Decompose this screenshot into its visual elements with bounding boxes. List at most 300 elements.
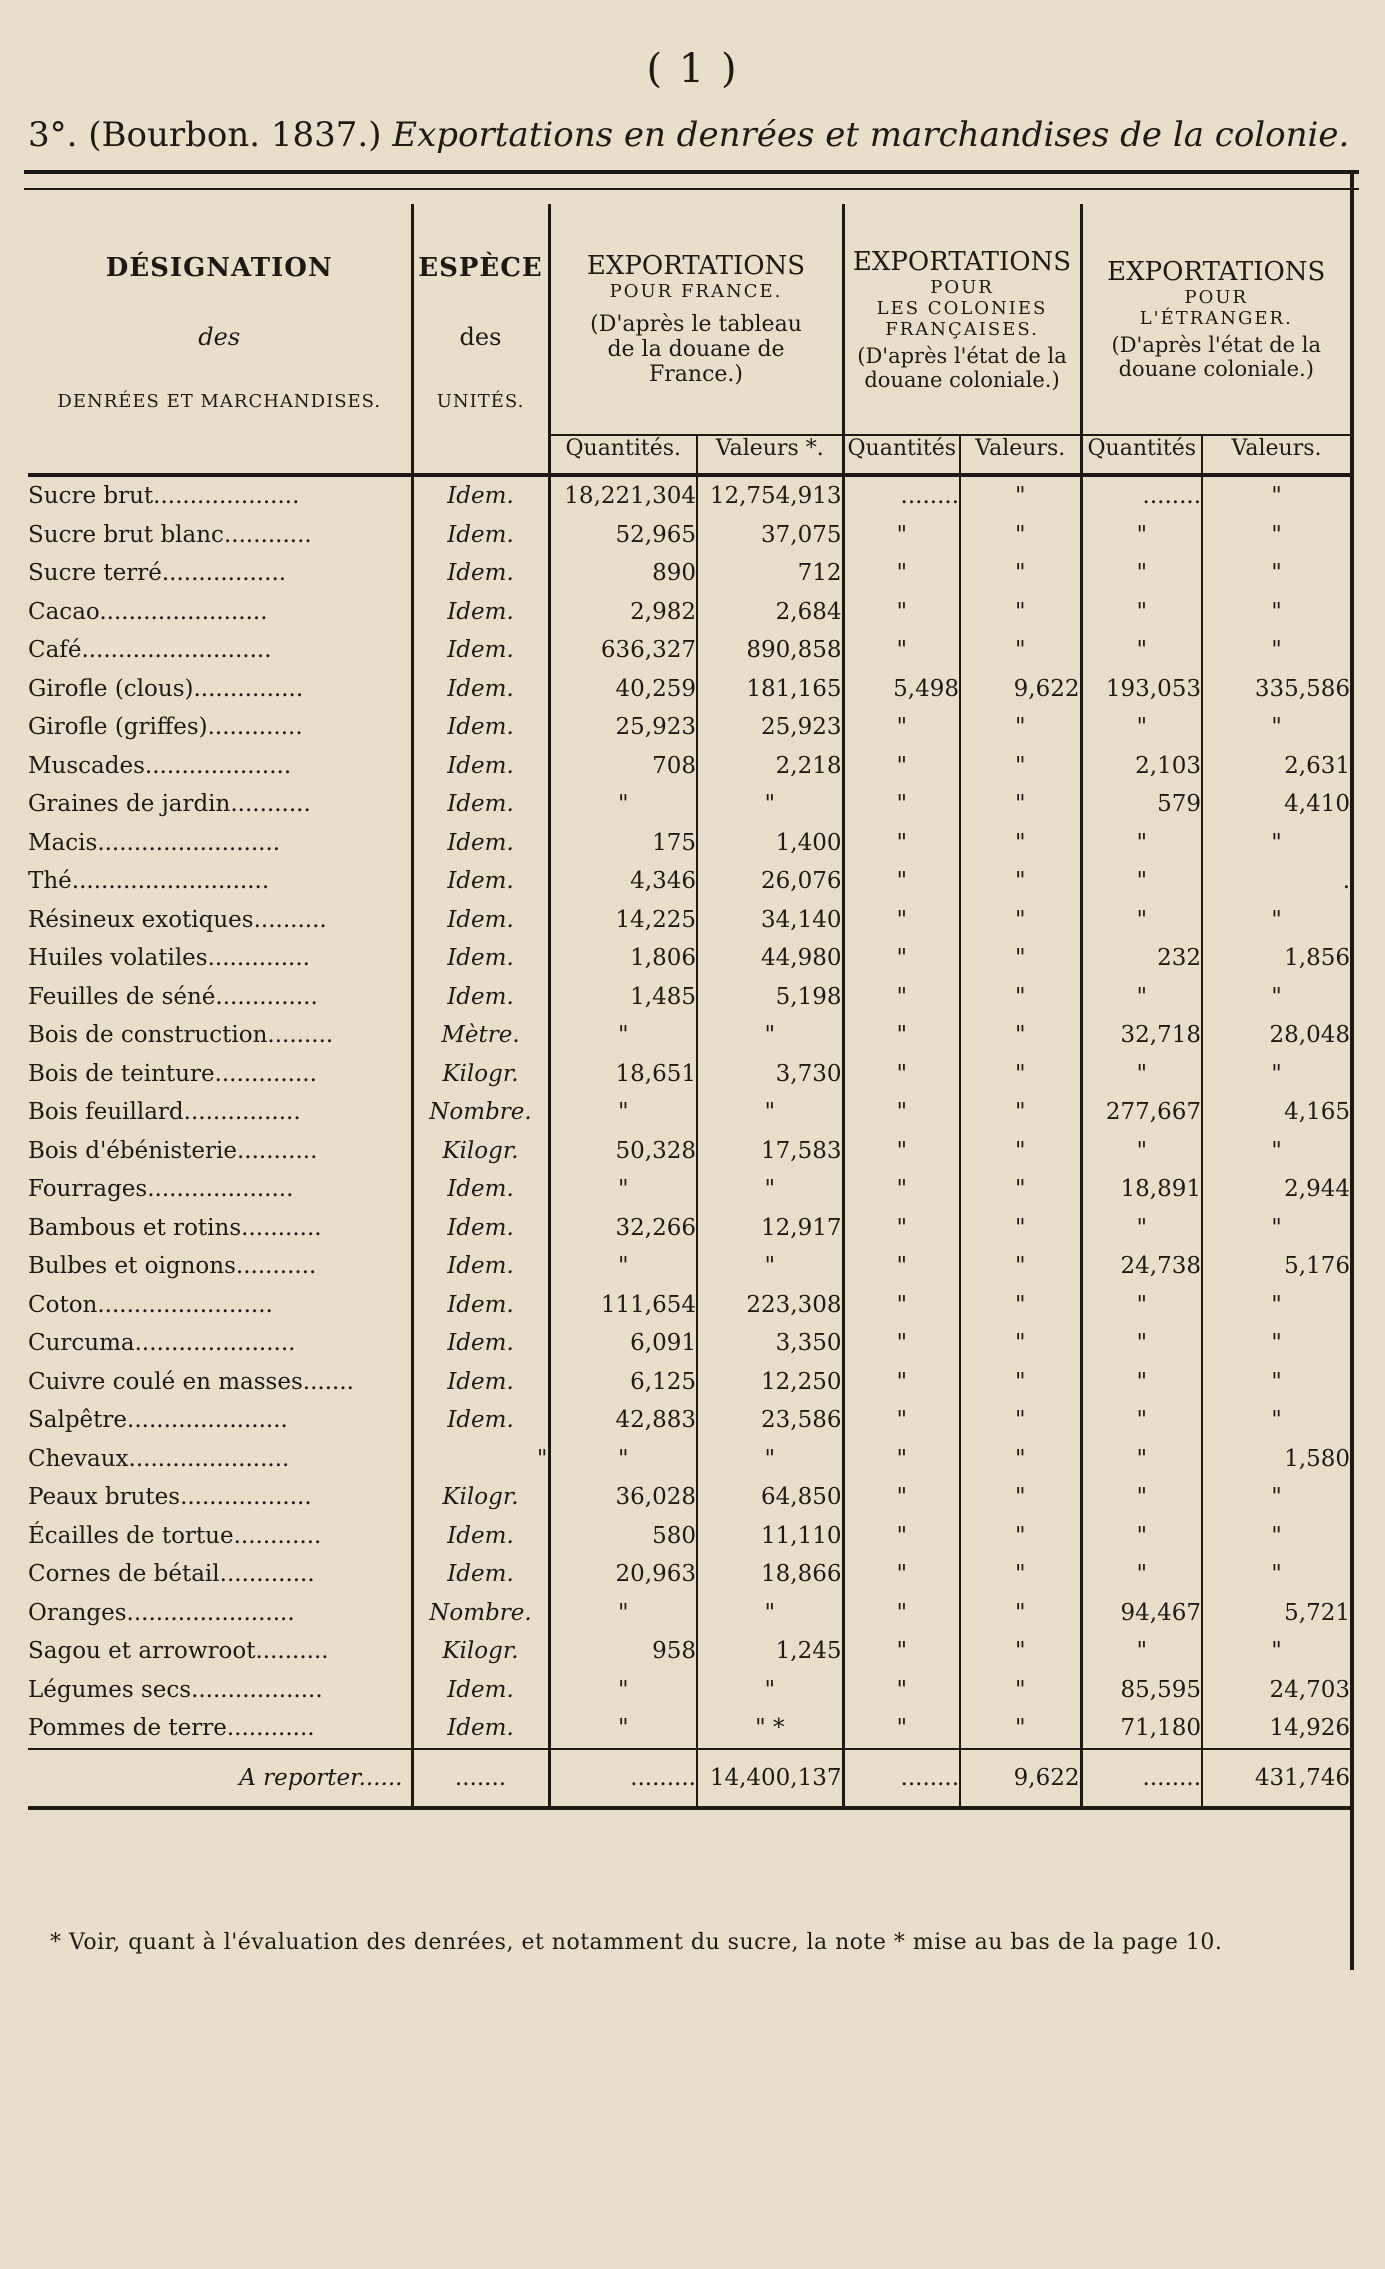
row-france-quantites: ": [549, 1016, 697, 1055]
row-unit: Nombre.: [412, 1594, 549, 1633]
row-etranger-quantites: ": [1081, 1478, 1202, 1517]
row-name: Café: [28, 637, 82, 664]
row-unit: Idem.: [412, 475, 549, 516]
row-leader-dots: ........................: [97, 1291, 273, 1318]
header-unit-line3: UNITÉS.: [436, 391, 525, 412]
row-etranger-valeurs: ": [1202, 1055, 1350, 1094]
row-unit: Idem.: [412, 1401, 549, 1440]
row-colonies-quantites: ": [843, 1363, 960, 1402]
row-leader-dots: .........................: [97, 829, 281, 856]
row-designation: [28, 785, 412, 824]
row-colonies-valeurs: ": [960, 1363, 1081, 1402]
row-name: Thé: [28, 868, 72, 895]
header-unit: [412, 204, 549, 461]
row-colonies-quantites: ": [843, 1517, 960, 1556]
row-designation: [28, 516, 412, 555]
row-leader-dots: ...........: [230, 791, 311, 818]
row-france-quantites: 4,346: [549, 862, 697, 901]
row-name: Macis: [28, 829, 98, 856]
table-row: [28, 516, 1350, 555]
row-name: Écailles de tortue: [28, 1522, 234, 1549]
row-leader-dots: ....................: [147, 1176, 294, 1203]
table-row: [28, 862, 1350, 901]
row-designation: [28, 1632, 412, 1671]
row-colonies-quantites: ": [843, 824, 960, 863]
row-leader-dots: ............: [233, 1522, 322, 1549]
row-unit: ": [412, 1440, 549, 1479]
row-france-valeurs: 1,245: [697, 1632, 843, 1671]
table-row: [28, 1247, 1350, 1286]
row-colonies-quantites: ": [843, 1132, 960, 1171]
row-france-valeurs: 1,400: [697, 824, 843, 863]
row-france-quantites: 18,221,304: [549, 475, 697, 516]
row-france-quantites: 580: [549, 1517, 697, 1556]
row-unit: Idem.: [412, 708, 549, 747]
total-label: [28, 1749, 412, 1808]
total-unit: .......: [412, 1749, 549, 1808]
row-france-quantites: 20,963: [549, 1555, 697, 1594]
row-etranger-valeurs: ": [1202, 978, 1350, 1017]
row-etranger-valeurs: 5,176: [1202, 1247, 1350, 1286]
row-france-quantites: ": [549, 785, 697, 824]
table-row: [28, 593, 1350, 632]
row-france-quantites: 52,965: [549, 516, 697, 555]
row-colonies-valeurs: ": [960, 824, 1081, 863]
row-france-valeurs: 12,917: [697, 1209, 843, 1248]
table-row: [28, 1363, 1350, 1402]
row-colonies-quantites: ": [843, 554, 960, 593]
row-colonies-quantites: ": [843, 1555, 960, 1594]
row-colonies-valeurs: ": [960, 862, 1081, 901]
row-france-valeurs: ": [697, 1671, 843, 1710]
row-etranger-valeurs: ": [1202, 1401, 1350, 1440]
header-etranger-valeurs: Valeurs.: [1202, 435, 1350, 461]
row-unit: Idem.: [412, 747, 549, 786]
row-etranger-quantites: ": [1081, 1286, 1202, 1325]
row-colonies-valeurs: ": [960, 939, 1081, 978]
row-etranger-quantites: ": [1081, 1632, 1202, 1671]
row-etranger-valeurs: ": [1202, 1209, 1350, 1248]
row-colonies-quantites: ........: [843, 475, 960, 516]
row-etranger-quantites: ": [1081, 1132, 1202, 1171]
header-etranger-line2: POUR: [1184, 287, 1249, 308]
row-colonies-valeurs: ": [960, 1093, 1081, 1132]
row-designation: [28, 1247, 412, 1286]
row-etranger-quantites: ": [1081, 631, 1202, 670]
row-unit: Idem.: [412, 1286, 549, 1325]
row-leader-dots: ...........: [241, 1214, 322, 1241]
row-colonies-valeurs: ": [960, 1209, 1081, 1248]
row-leader-dots: ...........: [235, 1253, 317, 1280]
row-etranger-quantites: ": [1081, 554, 1202, 593]
row-leader-dots: ..............: [214, 1060, 317, 1087]
row-etranger-valeurs: 4,165: [1202, 1093, 1350, 1132]
row-etranger-quantites: ": [1081, 593, 1202, 632]
row-france-valeurs: 712: [697, 554, 843, 593]
total-row: [28, 1749, 1350, 1808]
row-france-quantites: 18,651: [549, 1055, 697, 1094]
row-colonies-valeurs: ": [960, 1055, 1081, 1094]
header-etranger-line1: EXPORTATIONS: [1107, 257, 1326, 287]
row-etranger-quantites: ": [1081, 824, 1202, 863]
row-designation: [28, 901, 412, 940]
row-colonies-valeurs: ": [960, 1517, 1081, 1556]
header-colonies: [843, 204, 1081, 435]
row-designation: [28, 1093, 412, 1132]
row-etranger-valeurs: ": [1202, 1517, 1350, 1556]
row-colonies-quantites: ": [843, 1594, 960, 1633]
table-row: [28, 785, 1350, 824]
row-etranger-valeurs: 5,721: [1202, 1594, 1350, 1633]
row-colonies-quantites: ": [843, 1247, 960, 1286]
row-designation: [28, 1594, 412, 1633]
total-etranger-valeurs: 431,746: [1202, 1749, 1350, 1808]
table-row: [28, 1632, 1350, 1671]
row-colonies-valeurs: ": [960, 1440, 1081, 1479]
row-france-valeurs: 26,076: [697, 862, 843, 901]
row-designation: [28, 708, 412, 747]
table-row: [28, 1209, 1350, 1248]
table-row: [28, 1594, 1350, 1633]
row-leader-dots: ............: [223, 521, 312, 548]
row-colonies-quantites: ": [843, 631, 960, 670]
row-france-valeurs: 2,218: [697, 747, 843, 786]
row-name: Cuivre coulé en masses: [28, 1368, 303, 1395]
table-row: [28, 978, 1350, 1017]
header-designation: [28, 204, 412, 461]
row-etranger-quantites: ": [1081, 1209, 1202, 1248]
row-unit: Idem.: [412, 1709, 549, 1749]
row-france-valeurs: ": [697, 1440, 843, 1479]
row-designation: [28, 1324, 412, 1363]
row-designation: [28, 747, 412, 786]
row-etranger-quantites: ": [1081, 1055, 1202, 1094]
table-row: [28, 1132, 1350, 1171]
row-etranger-quantites: 193,053: [1081, 670, 1202, 709]
row-designation: [28, 1016, 412, 1055]
row-name: Muscades: [28, 752, 145, 779]
row-name: Cornes de bétail: [28, 1561, 220, 1588]
header-unit-line1: ESPÈCE: [418, 253, 543, 283]
row-leader-dots: .......................: [99, 598, 268, 625]
row-designation: [28, 1709, 412, 1749]
row-name: Sucre brut blanc: [28, 521, 224, 548]
row-name: Chevaux: [28, 1445, 129, 1472]
row-etranger-quantites: 2,103: [1081, 747, 1202, 786]
row-unit: Idem.: [412, 824, 549, 863]
row-designation: [28, 670, 412, 709]
row-colonies-valeurs: ": [960, 554, 1081, 593]
row-etranger-valeurs: ": [1202, 1363, 1350, 1402]
table-row: [28, 1671, 1350, 1710]
row-colonies-valeurs: ": [960, 1478, 1081, 1517]
table-row: [28, 1517, 1350, 1556]
row-leader-dots: .............: [219, 1561, 315, 1588]
header-etranger-line4: (D'après l'état de la douane coloniale.): [1111, 333, 1321, 381]
row-colonies-valeurs: ": [960, 1555, 1081, 1594]
row-france-valeurs: 3,730: [697, 1055, 843, 1094]
header-colonies-valeurs: Valeurs.: [960, 435, 1081, 461]
row-name: Feuilles de séné: [28, 983, 216, 1010]
row-etranger-valeurs: ": [1202, 593, 1350, 632]
table-row: [28, 1286, 1350, 1325]
row-name: Bulbes et oignons: [28, 1253, 236, 1280]
row-designation: [28, 1209, 412, 1248]
row-france-valeurs: ": [697, 1170, 843, 1209]
header-etranger-quantites: Quantités: [1081, 435, 1202, 461]
row-france-quantites: 175: [549, 824, 697, 863]
row-etranger-valeurs: 2,631: [1202, 747, 1350, 786]
row-leader-dots: ....................: [144, 752, 292, 779]
row-name: Oranges: [28, 1599, 127, 1626]
row-unit: Idem.: [412, 978, 549, 1017]
table-row: [28, 475, 1350, 516]
row-designation: [28, 1401, 412, 1440]
row-colonies-valeurs: ": [960, 708, 1081, 747]
row-designation: [28, 1671, 412, 1710]
row-etranger-quantites: ": [1081, 1555, 1202, 1594]
row-france-valeurs: ": [697, 1093, 843, 1132]
row-unit: Idem.: [412, 901, 549, 940]
row-designation: [28, 593, 412, 632]
row-france-valeurs: 64,850: [697, 1478, 843, 1517]
row-unit: Idem.: [412, 1517, 549, 1556]
row-leader-dots: .......: [302, 1368, 354, 1395]
row-colonies-quantites: ": [843, 1709, 960, 1749]
row-etranger-quantites: 32,718: [1081, 1016, 1202, 1055]
row-etranger-valeurs: ": [1202, 631, 1350, 670]
row-france-quantites: ": [549, 1709, 697, 1749]
row-leader-dots: ................: [183, 1099, 301, 1126]
row-france-quantites: ": [549, 1440, 697, 1479]
header-prefix: 3°. (Bourbon. 1837.): [28, 115, 382, 155]
row-name: Girofle (griffes): [28, 714, 208, 741]
row-etranger-valeurs: ": [1202, 516, 1350, 555]
row-france-valeurs: 223,308: [697, 1286, 843, 1325]
table-row: [28, 747, 1350, 786]
row-etranger-valeurs: 1,856: [1202, 939, 1350, 978]
row-etranger-valeurs: 2,944: [1202, 1170, 1350, 1209]
row-etranger-quantites: 94,467: [1081, 1594, 1202, 1633]
row-leader-dots: ..........: [253, 906, 327, 933]
row-name: Curcuma: [28, 1330, 135, 1357]
row-colonies-quantites: ": [843, 1170, 960, 1209]
row-colonies-quantites: ": [843, 1401, 960, 1440]
table-body: [28, 475, 1350, 1749]
row-designation: [28, 1517, 412, 1556]
page-number: ( 1 ): [646, 46, 739, 92]
table-row: [28, 939, 1350, 978]
table-row: [28, 824, 1350, 863]
row-unit: Nombre.: [412, 1093, 549, 1132]
row-france-quantites: 14,225: [549, 901, 697, 940]
row-unit: Kilogr.: [412, 1132, 549, 1171]
row-colonies-quantites: 5,498: [843, 670, 960, 709]
row-etranger-valeurs: 14,926: [1202, 1709, 1350, 1749]
row-colonies-valeurs: ": [960, 1594, 1081, 1633]
header-france: [549, 204, 843, 435]
row-etranger-quantites: 277,667: [1081, 1093, 1202, 1132]
row-colonies-valeurs: ": [960, 1324, 1081, 1363]
row-unit: Idem.: [412, 631, 549, 670]
header-title: Exportations en denrées et marchandises de la colonie.: [392, 115, 1350, 155]
row-colonies-valeurs: ": [960, 901, 1081, 940]
row-unit: Idem.: [412, 516, 549, 555]
row-france-valeurs: 3,350: [697, 1324, 843, 1363]
row-leader-dots: .................: [161, 560, 287, 587]
row-unit: Idem.: [412, 593, 549, 632]
row-etranger-quantites: ": [1081, 1363, 1202, 1402]
row-name: Cacao: [28, 598, 100, 625]
row-colonies-quantites: ": [843, 1286, 960, 1325]
row-colonies-quantites: ": [843, 1671, 960, 1710]
row-colonies-quantites: ": [843, 901, 960, 940]
row-france-valeurs: " *: [697, 1709, 843, 1749]
header-france-quantites: Quantités.: [549, 435, 697, 461]
row-etranger-valeurs: ": [1202, 824, 1350, 863]
row-unit: Idem.: [412, 1209, 549, 1248]
row-colonies-quantites: ": [843, 1632, 960, 1671]
row-france-valeurs: 12,250: [697, 1363, 843, 1402]
row-colonies-quantites: ": [843, 1440, 960, 1479]
row-designation: [28, 1363, 412, 1402]
row-france-valeurs: 44,980: [697, 939, 843, 978]
table-top-rule: [24, 170, 1359, 190]
footnote: * Voir, quant à l'évaluation des denrées, et notamment du sucre, la note * mise au bas de la page 10.: [50, 1930, 1223, 1955]
header-etranger-line3: L'ÉTRANGER.: [1139, 308, 1293, 329]
row-etranger-quantites: 71,180: [1081, 1709, 1202, 1749]
header-france-line3: (D'après le tableau de la douane de France.): [590, 312, 802, 387]
row-etranger-valeurs: ": [1202, 901, 1350, 940]
row-france-valeurs: 34,140: [697, 901, 843, 940]
row-colonies-quantites: ": [843, 747, 960, 786]
row-leader-dots: ............: [226, 1715, 315, 1742]
row-leader-dots: ....................: [153, 483, 300, 510]
row-name: Légumes secs: [28, 1676, 192, 1703]
row-name: Bois de teinture: [28, 1060, 215, 1087]
row-france-quantites: 708: [549, 747, 697, 786]
total-etranger-quantites: ........: [1081, 1749, 1202, 1808]
row-name: Bois d'ébénisterie: [28, 1137, 237, 1164]
table-row: [28, 1055, 1350, 1094]
row-colonies-quantites: ": [843, 593, 960, 632]
row-leader-dots: .........: [267, 1022, 334, 1049]
row-etranger-valeurs: 28,048: [1202, 1016, 1350, 1055]
row-colonies-valeurs: ": [960, 1709, 1081, 1749]
row-france-quantites: 890: [549, 554, 697, 593]
table-row: [28, 554, 1350, 593]
header-designation-line3: DENRÉES ET MARCHANDISES.: [57, 391, 382, 412]
row-unit: Kilogr.: [412, 1478, 549, 1517]
row-france-valeurs: 23,586: [697, 1401, 843, 1440]
row-etranger-valeurs: ": [1202, 708, 1350, 747]
row-leader-dots: ..........: [255, 1638, 329, 1665]
row-leader-dots: ......................: [128, 1445, 290, 1472]
row-etranger-valeurs: ": [1202, 1132, 1350, 1171]
table-row: [28, 1440, 1350, 1479]
table-row: [28, 1016, 1350, 1055]
row-etranger-quantites: ": [1081, 1517, 1202, 1556]
row-designation: [28, 939, 412, 978]
row-name: Sagou et arrowroot: [28, 1638, 256, 1665]
row-name: Salpêtre: [28, 1407, 128, 1434]
row-leader-dots: ..................: [191, 1676, 323, 1703]
row-colonies-valeurs: ": [960, 516, 1081, 555]
row-etranger-valeurs: ": [1202, 1632, 1350, 1671]
row-leader-dots: ...........: [237, 1137, 318, 1164]
row-colonies-quantites: ": [843, 708, 960, 747]
row-colonies-quantites: ": [843, 862, 960, 901]
row-colonies-quantites: ": [843, 1055, 960, 1094]
row-colonies-valeurs: ": [960, 1401, 1081, 1440]
row-france-quantites: 111,654: [549, 1286, 697, 1325]
row-leader-dots: ......................: [134, 1330, 296, 1357]
row-designation: [28, 554, 412, 593]
row-etranger-quantites: 579: [1081, 785, 1202, 824]
header-unit-line2: des: [459, 323, 502, 351]
row-france-quantites: 50,328: [549, 1132, 697, 1171]
row-leader-dots: .......................: [126, 1599, 295, 1626]
row-france-valeurs: 12,754,913: [697, 475, 843, 516]
row-etranger-quantites: ": [1081, 1440, 1202, 1479]
row-france-quantites: 25,923: [549, 708, 697, 747]
table-row: [28, 708, 1350, 747]
row-name: Bambous et rotins: [28, 1214, 242, 1241]
header-designation-line1: DÉSIGNATION: [105, 253, 333, 283]
row-designation: [28, 475, 412, 516]
row-france-valeurs: 25,923: [697, 708, 843, 747]
row-france-quantites: 40,259: [549, 670, 697, 709]
row-etranger-quantites: 232: [1081, 939, 1202, 978]
row-leader-dots: ..........................: [81, 637, 272, 664]
row-leader-dots: ..............: [207, 945, 310, 972]
table-right-rule: [1350, 170, 1354, 1970]
row-france-valeurs: 890,858: [697, 631, 843, 670]
row-france-quantites: 6,125: [549, 1363, 697, 1402]
row-etranger-valeurs: ": [1202, 554, 1350, 593]
header-france-line1: EXPORTATIONS: [586, 251, 806, 281]
header-france-valeurs: Valeurs *.: [697, 435, 843, 461]
row-etranger-valeurs: ": [1202, 1324, 1350, 1363]
exports-table: [28, 204, 1350, 1810]
table-row: [28, 1401, 1350, 1440]
row-france-quantites: 32,266: [549, 1209, 697, 1248]
table-row: [28, 1324, 1350, 1363]
row-france-quantites: ": [549, 1247, 697, 1286]
row-colonies-valeurs: ": [960, 631, 1081, 670]
table-row: [28, 670, 1350, 709]
row-etranger-quantites: 85,595: [1081, 1671, 1202, 1710]
row-etranger-quantites: ": [1081, 516, 1202, 555]
row-france-valeurs: ": [697, 785, 843, 824]
row-etranger-valeurs: ": [1202, 1478, 1350, 1517]
row-etranger-valeurs: 335,586: [1202, 670, 1350, 709]
table-row: [28, 1478, 1350, 1517]
row-etranger-quantites: ": [1081, 708, 1202, 747]
table-row: [28, 1093, 1350, 1132]
row-name: Sucre terré: [28, 560, 162, 587]
row-designation: [28, 1286, 412, 1325]
row-france-valeurs: ": [697, 1247, 843, 1286]
row-colonies-quantites: ": [843, 939, 960, 978]
row-leader-dots: .............: [207, 714, 303, 741]
row-france-valeurs: 5,198: [697, 978, 843, 1017]
row-unit: Kilogr.: [412, 1632, 549, 1671]
row-unit: Idem.: [412, 1555, 549, 1594]
row-france-quantites: 636,327: [549, 631, 697, 670]
row-name: Coton: [28, 1291, 98, 1318]
total-france-valeurs: 14,400,137: [697, 1749, 843, 1808]
